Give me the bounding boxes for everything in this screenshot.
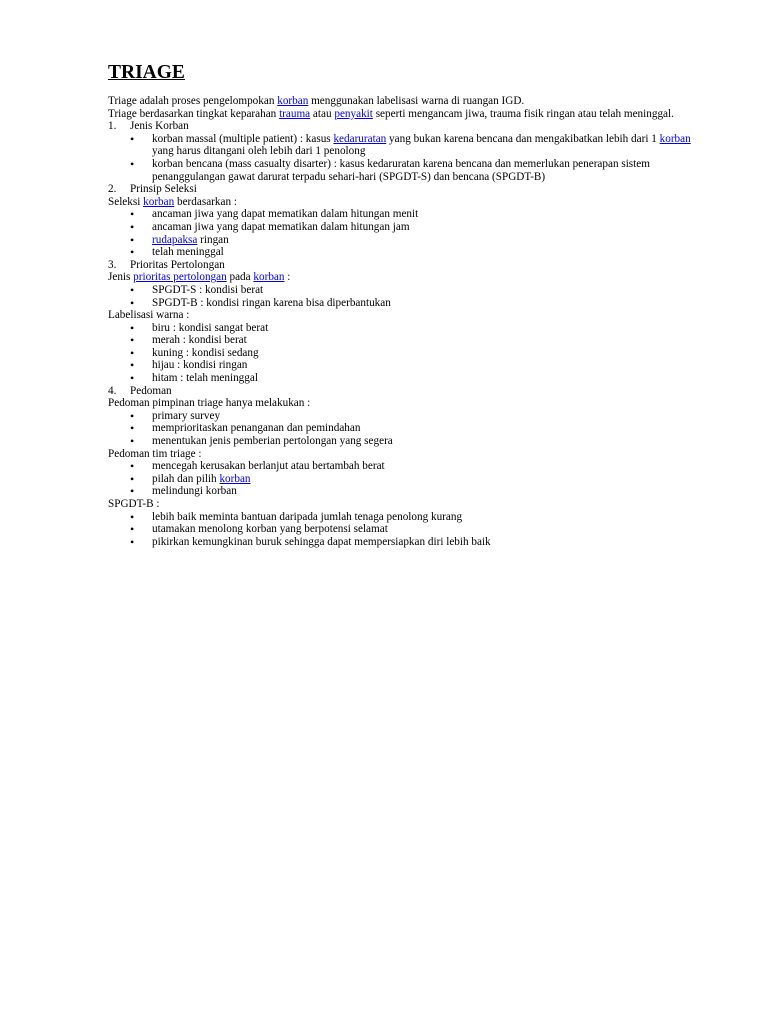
list-item: • kuning : kondisi sedang bbox=[152, 347, 708, 360]
list-item: • telah meninggal bbox=[152, 246, 708, 259]
list-item: • SPGDT-B : kondisi ringan karena bisa diperbantukan bbox=[152, 297, 708, 310]
list-pedoman-tim bbox=[108, 460, 708, 498]
link-kedaruratan[interactable]: kedaruratan bbox=[333, 132, 387, 145]
list-item: • memprioritaskan penanganan dan pemindahan bbox=[152, 422, 708, 435]
list-pedoman-pimpinan bbox=[108, 410, 708, 448]
list-prinsip-seleksi bbox=[108, 208, 708, 258]
list-item: • rudapaksa ringan bbox=[152, 234, 708, 247]
list-labelisasi-warna bbox=[108, 322, 708, 385]
list-item: • primary survey bbox=[152, 410, 708, 423]
list-item: • pikirkan kemungkinan buruk sehingga dapat mempersiapkan diri lebih baik bbox=[152, 536, 708, 549]
labelisasi-lead: Labelisasi warna : bbox=[108, 309, 190, 322]
document-page bbox=[108, 62, 708, 548]
list-item: • utamakan menolong korban yang berpotensi selamat bbox=[152, 523, 708, 536]
link-penyakit[interactable]: penyakit bbox=[334, 107, 373, 120]
list-item: • korban bencana (mass casualty disarter) : kasus kedaruratan karena bencana dan memerlukan penerapan sistem penanggulangan gawat darurat terpadu sehari-hari (SPGDT-S) dan bencana (SPGDT-B) bbox=[152, 158, 708, 183]
page-title: TRIAGE bbox=[108, 62, 185, 83]
pedoman-tim-lead: Pedoman tim triage : bbox=[108, 447, 202, 460]
list-item: • mencegah kerusakan berlanjut atau bertambah berat bbox=[152, 460, 708, 473]
list-item: • lebih baik meminta bantuan daripada jumlah tenaga penolong kurang bbox=[152, 511, 708, 524]
list-prioritas bbox=[108, 284, 708, 309]
prioritas-lead: Jenis prioritas pertolongan pada korban : bbox=[108, 271, 291, 284]
intro-paragraph-2: Triage berdasarkan tingkat keparahan trauma atau penyakit seperti mengancam jiwa, trauma fisik ringan atau telah meninggal. bbox=[108, 107, 674, 120]
list-spgdt-b bbox=[108, 511, 708, 549]
section-heading-prioritas-pertolongan: 3. Prioritas Pertolongan bbox=[108, 258, 225, 271]
list-item: • menentukan jenis pemberian pertolongan yang segera bbox=[152, 435, 708, 448]
intro-paragraph-1: Triage adalah proses pengelompokan korban menggunakan labelisasi warna di ruangan IGD. bbox=[108, 95, 525, 107]
list-item: • pilah dan pilih korban bbox=[152, 473, 708, 486]
list-item: • SPGDT-S : kondisi berat bbox=[152, 284, 708, 297]
link-korban[interactable]: korban bbox=[143, 195, 175, 208]
section-heading-jenis-korban: 1. Jenis Korban bbox=[108, 120, 189, 133]
link-korban[interactable]: korban bbox=[277, 95, 309, 107]
section-heading-prinsip-seleksi: 2. Prinsip Seleksi bbox=[108, 183, 197, 196]
link-korban[interactable]: korban bbox=[253, 271, 285, 284]
pedoman-pimpinan-lead: Pedoman pimpinan triage hanya melakukan : bbox=[108, 397, 311, 410]
list-item: • melindungi korban bbox=[152, 485, 708, 498]
list-item: • hijau : kondisi ringan bbox=[152, 359, 708, 372]
spgdt-b-lead: SPGDT-B : bbox=[108, 498, 160, 510]
list-item: • hitam : telah meninggal bbox=[152, 372, 708, 385]
link-trauma[interactable]: trauma bbox=[279, 107, 311, 120]
section-heading-pedoman: 4. Pedoman bbox=[108, 384, 172, 397]
list-item: • korban massal (multiple patient) : kasus kedaruratan yang bukan karena bencana dan mengakibatkan lebih dari 1 korban yang harus ditangani oleh lebih dari 1 penolong bbox=[152, 133, 708, 158]
link-rudapaksa[interactable]: rudapaksa bbox=[152, 233, 198, 246]
list-item: • ancaman jiwa yang dapat mematikan dalam hitungan menit bbox=[152, 208, 708, 221]
link-korban[interactable]: korban bbox=[219, 472, 251, 485]
seleksi-lead: Seleksi korban berdasarkan : bbox=[108, 195, 237, 208]
list-item: • biru : kondisi sangat berat bbox=[152, 322, 708, 335]
list-item: • ancaman jiwa yang dapat mematikan dalam hitungan jam bbox=[152, 221, 708, 234]
list-item: • merah : kondisi berat bbox=[152, 334, 708, 347]
list-jenis-korban bbox=[108, 133, 708, 183]
link-korban[interactable]: korban bbox=[659, 132, 691, 145]
link-prioritas-pertolongan[interactable]: prioritas pertolongan bbox=[133, 271, 227, 284]
